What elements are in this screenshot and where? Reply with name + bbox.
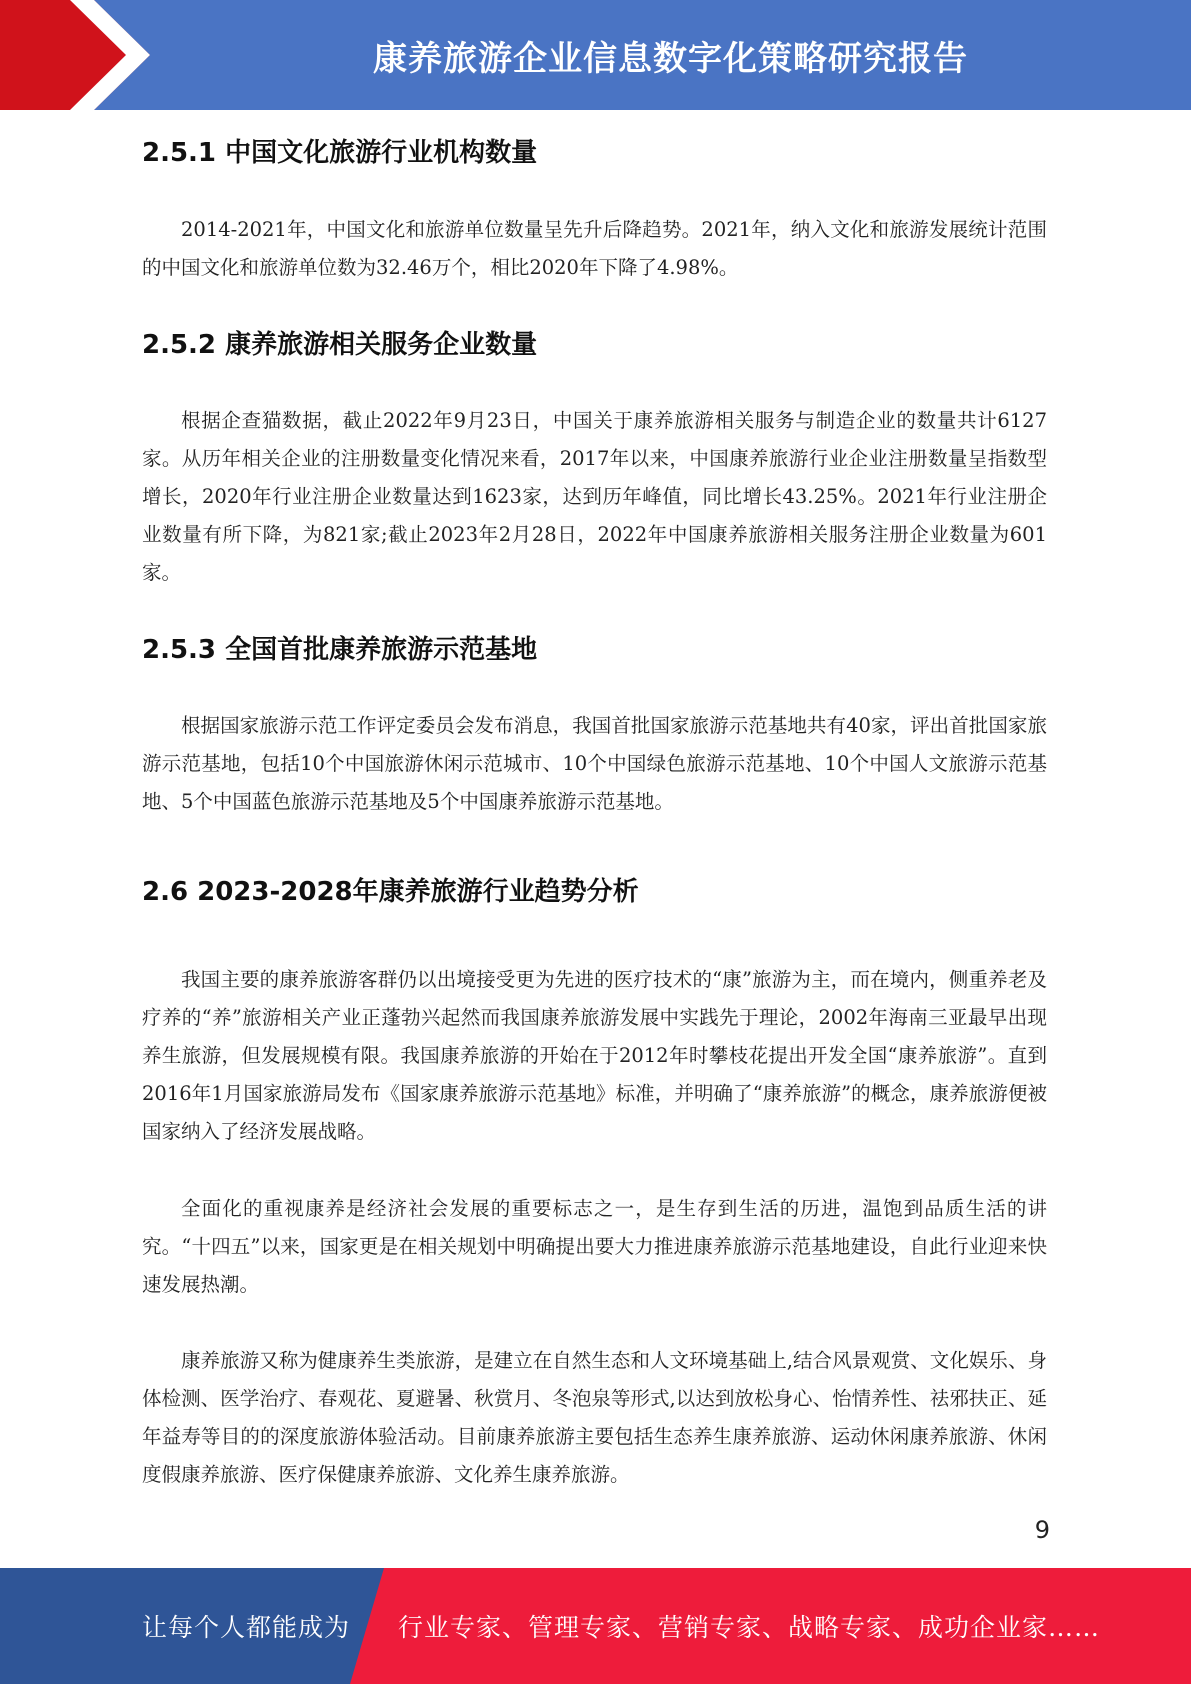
page-footer: [0, 1568, 1191, 1684]
section-paragraph: 2014-2021年，中国文化和旅游单位数量呈先升后降趋势。2021年，纳入文化和旅游发展统计范围的中国文化和旅游单位数为32.46万个，相比2020年下降了4.98%。: [142, 218, 1047, 279]
section-paragraph: 康养旅游又称为健康养生类旅游，是建立在自然生态和人文环境基础上,结合风景观赏、文化娱乐、身体检测、医学治疗、春观花、夏避暑、秋赏月、冬泡泉等形式,以达到放松身心、怡情养性、祛邪扶正、延年益寿等目的的深度旅游体验活动。目前康养旅游主要包括生态养生康养旅游、运动休闲康养旅游、休闲度假康养旅游、医疗保健康养旅游、文化养生康养旅游。: [142, 1349, 1047, 1486]
section-paragraph: 我国主要的康养旅游客群仍以出境接受更为先进的医疗技术的“康”旅游为主，而在境内，侧重养老及疗养的“养”旅游相关产业正蓬勃兴起然而我国康养旅游发展中实践先于理论，2002年海南三亚最早出现养生旅游，但发展规模有限。我国康养旅游的开始在于2012年时攀枝花提出开发全国“康养旅游”。直到2016年1月国家旅游局发布《国家康养旅游示范基地》标准，并明确了“康养旅游”的概念，康养旅游便被国家纳入了经济发展战略。: [142, 968, 1047, 1143]
section-heading-2-5-1: 2.5.1 中国文化旅游行业机构数量: [142, 138, 538, 168]
section-paragraph: 全面化的重视康养是经济社会发展的重要标志之一，是生存到生活的历进，温饱到品质生活的讲究。“十四五”以来，国家更是在相关规划中明确提出要大力推进康养旅游示范基地建设，自此行业迎来快速发展热潮。: [142, 1197, 1047, 1296]
page-header: [0, 0, 1191, 110]
section-paragraph: 根据企查猫数据，截止2022年9月23日，中国关于康养旅游相关服务与制造企业的数量共计6127家。从历年相关企业的注册数量变化情况来看，2017年以来，中国康养旅游行业企业注册数量呈指数型增长，2020年行业注册企业数量达到1623家，达到历年峰值，同比增长43.25%。2021年行业注册企业数量有所下降，为821家;截止2023年2月28日，2022年中国康养旅游相关服务注册企业数量为601家。: [142, 409, 1047, 584]
section-heading-2-6: 2.6 2023-2028年康养旅游行业趋势分析: [142, 877, 639, 907]
footer-slogan-right: 行业专家、管理专家、营销专家、战略专家、成功企业家……: [398, 1613, 1101, 1642]
page-number: 9: [1034, 1516, 1050, 1544]
section-heading-2-5-3: 2.5.3 全国首批康养旅游示范基地: [142, 635, 538, 665]
footer-slogan-left: 让每个人都能成为: [142, 1613, 351, 1642]
report-title: 康养旅游企业信息数字化策略研究报告: [373, 38, 968, 79]
section-paragraph: 根据国家旅游示范工作评定委员会发布消息，我国首批国家旅游示范基地共有40家，评出首批国家旅游示范基地，包括10个中国旅游休闲示范城市、10个中国绿色旅游示范基地、10个中国人文旅游示范基地、5个中国蓝色旅游示范基地及5个中国康养旅游示范基地。: [142, 714, 1047, 813]
section-heading-2-5-2: 2.5.2 康养旅游相关服务企业数量: [142, 330, 538, 360]
